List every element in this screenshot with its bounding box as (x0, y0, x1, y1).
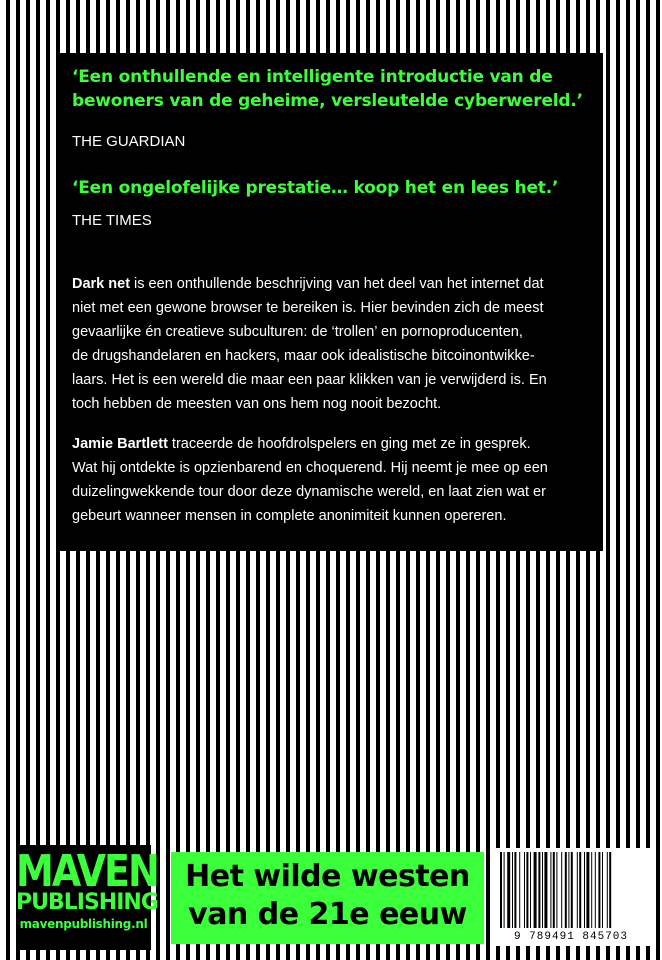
barcode-bar (602, 852, 603, 928)
tagline-line: van de 21e eeuw (188, 897, 467, 932)
barcode-bar (571, 852, 573, 928)
isbn-number: 9 789491 845703 (513, 931, 629, 943)
tagline-line: Het wilde westen (185, 859, 470, 894)
barcode-bar (514, 852, 516, 928)
logo-publishing: PUBLISHING (16, 890, 158, 915)
text-line: gebeurt wanneer mensen in complete anonimiteit kunnen opereren. (72, 508, 507, 524)
barcode-bar (579, 852, 581, 928)
description-paragraph (72, 272, 590, 416)
quote-source-times: THE TIMES (72, 212, 152, 229)
barcode-bar (591, 852, 592, 928)
blurb-panel (58, 53, 603, 551)
barcode-bar (524, 852, 525, 928)
barcode-bar (556, 852, 557, 928)
barcode-bar (538, 852, 540, 928)
barcode-bar (561, 852, 562, 928)
barcode-bar (595, 852, 596, 928)
quote-source-guardian: THE GUARDIAN (72, 133, 186, 150)
barcode-bar (519, 852, 520, 928)
barcode-bar (565, 852, 567, 928)
logo-url: mavenpublishing.nl (19, 917, 148, 931)
barcode-bar (512, 852, 513, 928)
text-line: toch hebben de meesten van ons hem nog nooit bezocht. (72, 396, 442, 412)
barcode-bar (553, 852, 555, 928)
barcode-bar (586, 852, 589, 928)
barcode-bar (577, 852, 578, 928)
barcode-bars (498, 852, 644, 928)
text-line: is een onthullende beschrijving van het deel van het internet dat (130, 276, 544, 292)
barcode-bar (504, 852, 505, 928)
text-line: niet met een gewone browser te bereiken is. Hier bevinden zich de meest (72, 300, 544, 316)
barcode-bar (598, 852, 600, 928)
quote-guardian (72, 65, 592, 113)
barcode-bar (534, 852, 537, 928)
quote-line: bewoners van de geheime, versleutelde cyberwereld.’ (72, 91, 583, 111)
barcode-bar (550, 852, 551, 928)
quote-times (72, 176, 592, 200)
book-title: Dark net (72, 276, 131, 292)
barcode-bar (526, 852, 528, 928)
barcode-bar (609, 852, 611, 928)
text-line: de drugshandelaren en hackers, maar ook idealistische bitcoinontwikke- (72, 348, 535, 364)
text-line: duizelingwekkende tour door deze dynamische wereld, en laat zien wat er (72, 484, 546, 500)
barcode-bar (584, 852, 585, 928)
text-line: laars. Het is een wereld die maar een paar klikken van je verwijderd is. En (72, 372, 547, 388)
barcode-bar (544, 852, 547, 928)
tagline-box (171, 852, 484, 944)
text-line: Wat hij ontdekte is opzienbarend en choquerend. Hij neemt je mee op een (72, 460, 548, 476)
author-paragraph (72, 432, 590, 528)
logo-maven: MAVEN (16, 845, 158, 897)
barcode-bar (607, 852, 608, 928)
author-name: Jamie Bartlett (72, 436, 168, 452)
barcode-bar (542, 852, 543, 928)
barcode-bar (568, 852, 569, 928)
barcode-bar (507, 852, 510, 928)
isbn-barcode (492, 848, 650, 946)
barcode-bar (530, 852, 531, 928)
text-line: gevaarlijke én creatieve subculturen: de ‘trollen’ en pornoproducenten, (72, 324, 523, 340)
publisher-logo (16, 845, 158, 950)
quote-line: ‘Een ongelofelijke prestatie… koop het en lees het.’ (72, 178, 559, 198)
text-line: traceerde de hoofdrolspelers en ging met ze in gesprek. (167, 436, 531, 452)
barcode-bar (500, 852, 502, 928)
quote-line: ‘Een onthullende en intelligente introductie van de (72, 67, 553, 87)
